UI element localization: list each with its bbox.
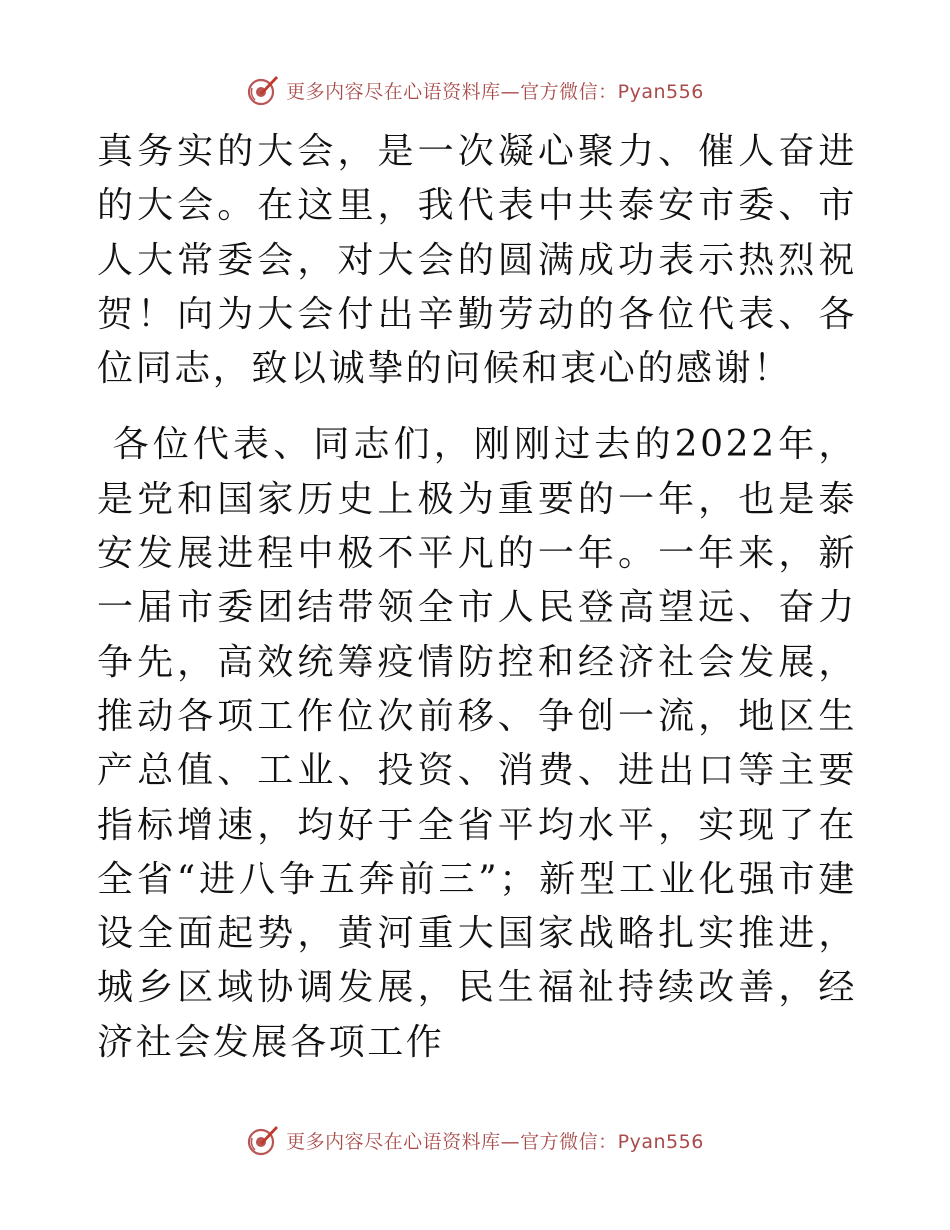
footer-watermark [0,1120,950,1160]
pen-emblem-icon [246,1123,280,1157]
pen-emblem-icon [246,73,280,107]
document-body [97,125,857,1070]
header-watermark [0,70,950,110]
watermark-text: 更多内容尽在心语资料库—官方微信：Pyan556 [286,1130,704,1153]
watermark-text: 更多内容尽在心语资料库—官方微信：Pyan556 [286,80,704,103]
paragraph: 真务实的大会，是一次凝心聚力、催人奋进的大会。在这里，我代表中共泰安市委、市人大常委会，对大会的圆满成功表示热烈祝贺！向为大会付出辛勤劳动的各位代表、各位同志，致以诚挚的问候和衷心的感谢！ [97,131,857,390]
paragraph: 各位代表、同志们，刚刚过去的2022年，是党和国家历史上极为重要的一年，也是泰安发展进程中极不平凡的一年。一年来，新一届市委团结带领全市人民登高望远、奋力争先，高效统筹疫情防控和经济社会发展，推动各项工作位次前移、争创一流，地区生产总值、工业、投资、消费、进出口等主要指标增速，均好于全省平均水平，实现了在全省“进八争五奔前三”；新型工业化强市建设全面起势，黄河重大国家战略扎实推进，城乡区域协调发展，民生福祉持续改善，经济社会发展各项工作 [97,424,857,1063]
